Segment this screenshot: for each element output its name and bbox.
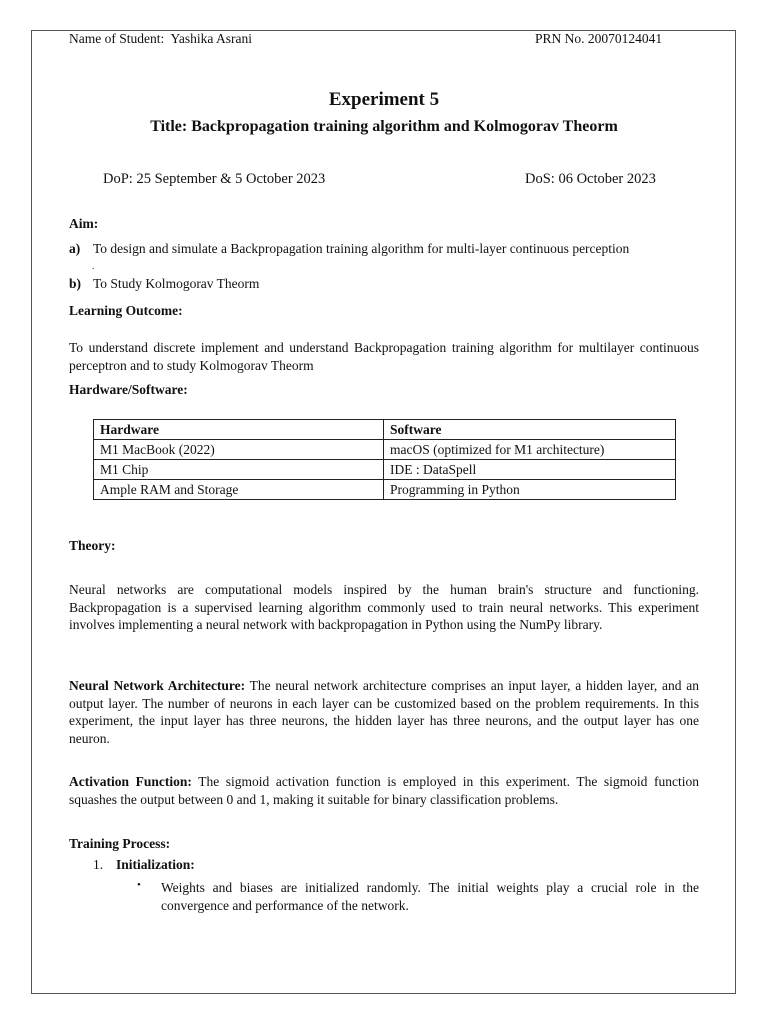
column-header-software: Software: [384, 420, 676, 440]
table-header-row: [94, 420, 676, 440]
step-number: 1.: [93, 857, 104, 872]
activation-paragraph: [69, 773, 699, 808]
table-row: [94, 480, 676, 500]
aim-item-b: [69, 276, 259, 292]
bullet-icon: •: [137, 879, 141, 891]
table-cell: IDE : DataSpell: [384, 460, 676, 480]
student-label: Name of Student:: [69, 31, 165, 46]
training-step-1: [93, 857, 195, 873]
architecture-text: The neural network architecture comprises an input layer, a hidden layer, and an output layer. The number of neurons in each layer can be customized based on the problem requirements. In this experiment, the input layer has three neurons, the hidden layer has three neurons, and the output layer has one neuron.: [69, 678, 699, 746]
theory-heading: Theory:: [69, 538, 116, 553]
aim-heading: Aim:: [69, 216, 99, 231]
date-of-submission: DoS: 06 October 2023: [525, 171, 656, 187]
theory-intro: Neural networks are computational models inspired by the human brain's structure and functioning. Backpropagation is a supervised learning algorithm commonly used to train neural networks. This experiment involves implementing a neural network with backpropagation in Python using the NumPy library.: [69, 582, 699, 632]
aim-text-a: To design and simulate a Backpropagation training algorithm for multi-layer continuous perception: [93, 241, 630, 256]
learning-outcome-heading: Learning Outcome:: [69, 303, 183, 318]
initialization-bullet-text: Weights and biases are initialized randomly. The initial weights play a crucial role in the convergence and performance of the network.: [161, 880, 699, 913]
student-name: Yashika Asrani: [170, 31, 252, 46]
aim-trailing-period: .: [92, 261, 95, 271]
architecture-paragraph: [69, 677, 699, 747]
aim-marker-b: b): [69, 276, 82, 291]
table-row: [94, 440, 676, 460]
aim-item-a: [69, 241, 709, 257]
step-label: Initialization:: [116, 857, 195, 872]
training-heading: Training Process:: [69, 836, 171, 851]
aim-text-b: To Study Kolmogorav Theorm: [93, 276, 260, 291]
activation-text: The sigmoid activation function is employed in this experiment. The sigmoid function squashes the output between 0 and 1, making it suitable for binary classification problems.: [69, 774, 700, 807]
activation-label: Activation Function:: [69, 774, 192, 789]
experiment-title: Experiment 5: [328, 89, 440, 110]
aim-marker-a: a): [69, 241, 81, 256]
student-name-line: [69, 31, 252, 47]
table-cell: Programming in Python: [384, 480, 676, 500]
table-cell: M1 MacBook (2022): [94, 440, 384, 460]
table-cell: M1 Chip: [94, 460, 384, 480]
column-header-hardware: Hardware: [94, 420, 384, 440]
table-cell: Ample RAM and Storage: [94, 480, 384, 500]
experiment-subtitle: Title: Backpropagation training algorithm and Kolmogorav Theorm: [150, 118, 618, 135]
table-row: [94, 460, 676, 480]
prn-number: PRN No. 20070124041: [535, 31, 663, 46]
table-cell: macOS (optimized for M1 architecture): [384, 440, 676, 460]
architecture-label: Neural Network Architecture:: [69, 678, 246, 693]
hardware-software-table: [93, 419, 676, 500]
hardware-software-heading: Hardware/Software:: [69, 382, 188, 397]
date-of-performance: DoP: 25 September & 5 October 2023: [103, 171, 326, 187]
learning-outcome-text: To understand discrete implement and understand Backpropagation training algorithm for multilayer continuous perceptron and to study Kolmogorav Theorm: [69, 340, 699, 373]
